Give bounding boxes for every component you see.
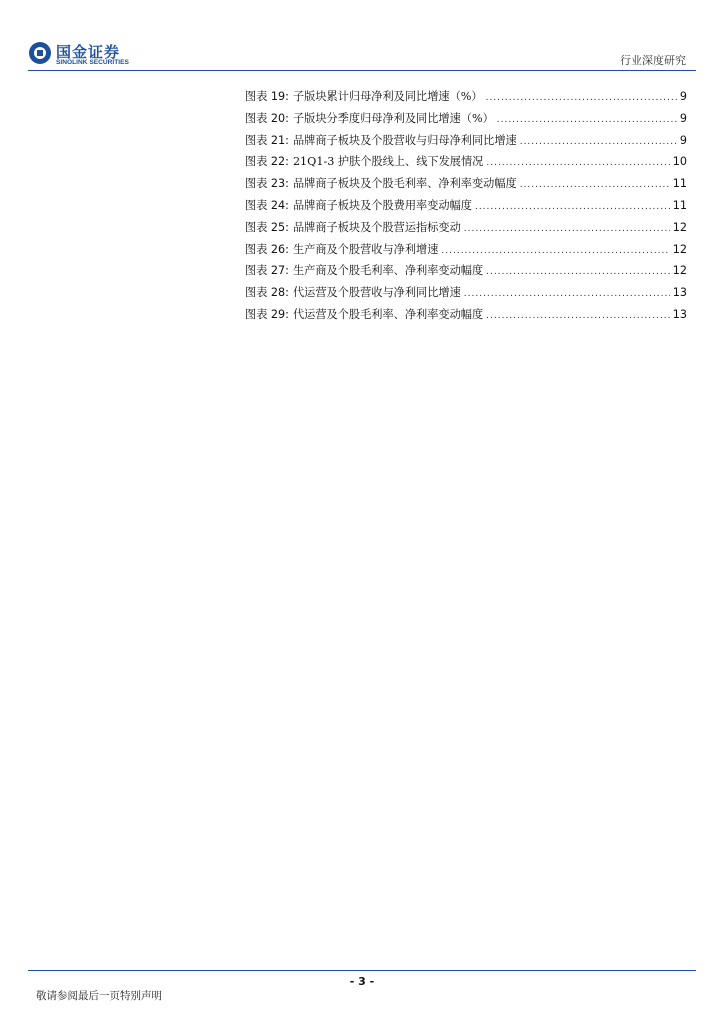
report-type: 行业深度研究 bbox=[620, 54, 686, 67]
page-ref: 13 bbox=[672, 286, 687, 300]
figure-title: 代运营及个股毛利率、净利率变动幅度 bbox=[292, 307, 484, 321]
toc-entry[interactable] bbox=[245, 219, 687, 241]
figure-number: 图表 26: bbox=[245, 242, 289, 256]
figure-number: 图表 29: bbox=[245, 307, 289, 321]
dot-leader bbox=[497, 115, 677, 125]
figure-title: 子版块分季度归母净利及同比增速（%） bbox=[292, 111, 494, 125]
figure-number: 图表 23: bbox=[245, 177, 289, 191]
figure-title: 21Q1-3 护肤个股线上、线下发展情况 bbox=[292, 155, 484, 169]
figure-number: 图表 28: bbox=[245, 286, 289, 300]
logo-chinese-name: 国金证券 bbox=[56, 43, 121, 61]
figure-title: 生产商及个股毛利率、净利率变动幅度 bbox=[292, 264, 484, 278]
figure-number: 图表 25: bbox=[245, 220, 289, 234]
figure-number: 图表 24: bbox=[245, 198, 289, 212]
toc-entry[interactable] bbox=[245, 110, 687, 132]
sinolink-logo-icon bbox=[28, 40, 52, 66]
figure-number: 图表 27: bbox=[245, 264, 289, 278]
figure-number: 图表 22: bbox=[245, 155, 289, 169]
figure-title: 品牌商子板块及个股毛利率、净利率变动幅度 bbox=[292, 177, 517, 191]
toc-entry[interactable] bbox=[245, 241, 687, 263]
toc-entry[interactable] bbox=[245, 132, 687, 154]
figure-title: 品牌商子板块及个股营运指标变动 bbox=[292, 220, 461, 234]
page-ref: 10 bbox=[672, 155, 687, 169]
figure-number: 图表 19: bbox=[245, 90, 289, 103]
dot-leader bbox=[486, 158, 669, 168]
dot-leader bbox=[520, 180, 670, 190]
company-logo bbox=[28, 40, 138, 70]
toc-entry[interactable] bbox=[245, 284, 687, 306]
page-ref: 11 bbox=[672, 198, 687, 212]
figure-list bbox=[245, 88, 687, 328]
page-header bbox=[0, 0, 724, 72]
dot-leader bbox=[441, 246, 669, 256]
dot-leader bbox=[464, 224, 670, 234]
toc-entry[interactable] bbox=[245, 88, 687, 110]
page-ref: 13 bbox=[672, 307, 687, 321]
footer-divider bbox=[28, 970, 696, 971]
dot-leader bbox=[486, 311, 670, 321]
toc-entry[interactable] bbox=[245, 262, 687, 284]
page-ref: 9 bbox=[679, 90, 687, 103]
dot-leader bbox=[520, 137, 677, 147]
dot-leader bbox=[475, 202, 670, 212]
figure-title: 生产商及个股营收与净利增速 bbox=[292, 242, 439, 256]
figure-number: 图表 20: bbox=[245, 111, 289, 125]
figure-title: 子版块累计归母净利及同比增速（%） bbox=[292, 90, 483, 103]
figure-title: 代运营及个股营收与净利同比增速 bbox=[292, 286, 461, 300]
figure-number: 图表 21: bbox=[245, 133, 289, 147]
figure-title: 品牌商子板块及个股营收与归母净利同比增速 bbox=[292, 133, 517, 147]
page-ref: 12 bbox=[672, 220, 687, 234]
toc-entry[interactable] bbox=[245, 153, 687, 175]
page-ref: 12 bbox=[672, 242, 687, 256]
disclaimer-note: 敬请参阅最后一页特别声明 bbox=[36, 990, 162, 1002]
toc-entry[interactable] bbox=[245, 197, 687, 219]
page-ref: 9 bbox=[679, 133, 687, 147]
toc-entry[interactable] bbox=[245, 175, 687, 197]
toc-entry[interactable] bbox=[245, 306, 687, 328]
dot-leader bbox=[486, 267, 670, 277]
page-ref: 12 bbox=[672, 264, 687, 278]
dot-leader bbox=[486, 93, 677, 103]
dot-leader bbox=[464, 289, 670, 299]
figure-title: 品牌商子板块及个股费用率变动幅度 bbox=[292, 198, 472, 212]
page-ref: 9 bbox=[679, 111, 687, 125]
page-number: - 3 - bbox=[349, 975, 375, 988]
logo-english-name: SINOLINK SECURITIES bbox=[56, 59, 129, 66]
header-divider bbox=[28, 70, 696, 71]
page-ref: 11 bbox=[672, 177, 687, 191]
